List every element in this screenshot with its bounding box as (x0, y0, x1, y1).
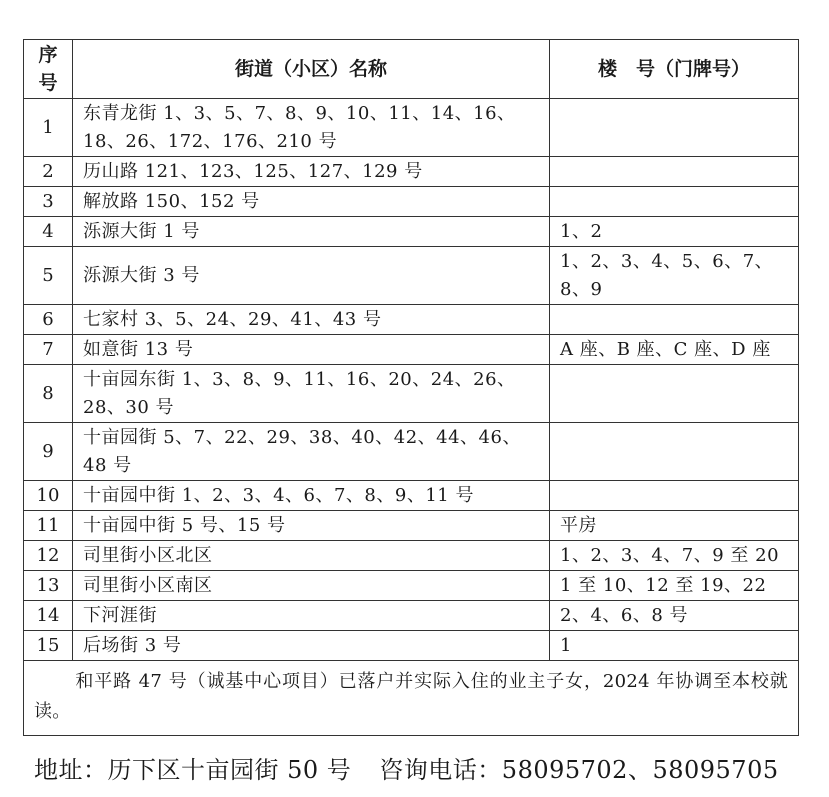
row-street-name: 泺源大街 1 号 (73, 217, 550, 247)
address-label: 地址： (34, 756, 108, 784)
table-row (24, 541, 799, 571)
table-row (24, 335, 799, 365)
row-index: 3 (24, 187, 73, 217)
table-row (24, 99, 799, 157)
row-street-name: 十亩园东街 1、3、8、9、11、16、20、24、26、28、30 号 (73, 365, 550, 423)
row-building: A 座、B 座、C 座、D 座 (550, 335, 799, 365)
header-building-number: 楼 号（门牌号） (550, 40, 799, 99)
table-row (24, 423, 799, 481)
contact-footer (34, 752, 779, 788)
row-street-name: 解放路 150、152 号 (73, 187, 550, 217)
row-index: 1 (24, 99, 73, 157)
row-building: 1、2、3、4、7、9 至 20 (550, 541, 799, 571)
table-row (24, 187, 799, 217)
row-index: 2 (24, 157, 73, 187)
table-note-row (24, 661, 799, 736)
row-building: 1 (550, 631, 799, 661)
row-street-name: 下河涯街 (73, 601, 550, 631)
row-street-name: 泺源大街 3 号 (73, 247, 550, 305)
table-row (24, 511, 799, 541)
header-index-line1: 序 (38, 44, 58, 66)
row-index: 5 (24, 247, 73, 305)
table-row (24, 601, 799, 631)
row-building: 1、2、3、4、5、6、7、8、9 (550, 247, 799, 305)
header-street-name: 街道（小区）名称 (73, 40, 550, 99)
row-index: 15 (24, 631, 73, 661)
row-index: 8 (24, 365, 73, 423)
header-index (24, 40, 73, 99)
row-building (550, 99, 799, 157)
row-street-name: 七家村 3、5、24、29、41、43 号 (73, 305, 550, 335)
row-street-name: 东青龙街 1、3、5、7、8、9、10、11、14、16、18、26、172、176、210 号 (73, 99, 550, 157)
row-building: 2、4、6、8 号 (550, 601, 799, 631)
table-row (24, 631, 799, 661)
table-note: 和平路 47 号（诚基中心项目）已落户并实际入住的业主子女，2024 年协调至本校就读。 (24, 661, 799, 736)
row-building: 平房 (550, 511, 799, 541)
row-street-name: 十亩园街 5、7、22、29、38、40、42、44、46、48 号 (73, 423, 550, 481)
table-row (24, 481, 799, 511)
row-street-name: 历山路 121、123、125、127、129 号 (73, 157, 550, 187)
header-index-line2: 号 (38, 72, 58, 94)
table-row (24, 157, 799, 187)
row-street-name: 如意街 13 号 (73, 335, 550, 365)
phone-value: 58095702、58095705 (501, 756, 779, 784)
table-row (24, 365, 799, 423)
row-street-name: 后场街 3 号 (73, 631, 550, 661)
row-index: 7 (24, 335, 73, 365)
address-value: 历下区十亩园街 50 号 (107, 756, 352, 784)
row-building (550, 365, 799, 423)
row-index: 11 (24, 511, 73, 541)
row-street-name: 十亩园中街 1、2、3、4、6、7、8、9、11 号 (73, 481, 550, 511)
row-street-name: 司里街小区北区 (73, 541, 550, 571)
table-row (24, 305, 799, 335)
school-district-table (23, 39, 799, 736)
table-row (24, 217, 799, 247)
row-building (550, 157, 799, 187)
row-building (550, 305, 799, 335)
row-street-name: 司里街小区南区 (73, 571, 550, 601)
row-street-name: 十亩园中街 5 号、15 号 (73, 511, 550, 541)
row-index: 13 (24, 571, 73, 601)
row-building: 1 至 10、12 至 19、22 (550, 571, 799, 601)
row-building (550, 423, 799, 481)
row-building (550, 481, 799, 511)
row-building: 1、2 (550, 217, 799, 247)
row-index: 12 (24, 541, 73, 571)
table-header-row (24, 40, 799, 99)
row-index: 9 (24, 423, 73, 481)
table-row (24, 247, 799, 305)
row-building (550, 187, 799, 217)
row-index: 14 (24, 601, 73, 631)
row-index: 10 (24, 481, 73, 511)
row-index: 6 (24, 305, 73, 335)
phone-label: 咨询电话： (379, 756, 502, 784)
table-row (24, 571, 799, 601)
row-index: 4 (24, 217, 73, 247)
